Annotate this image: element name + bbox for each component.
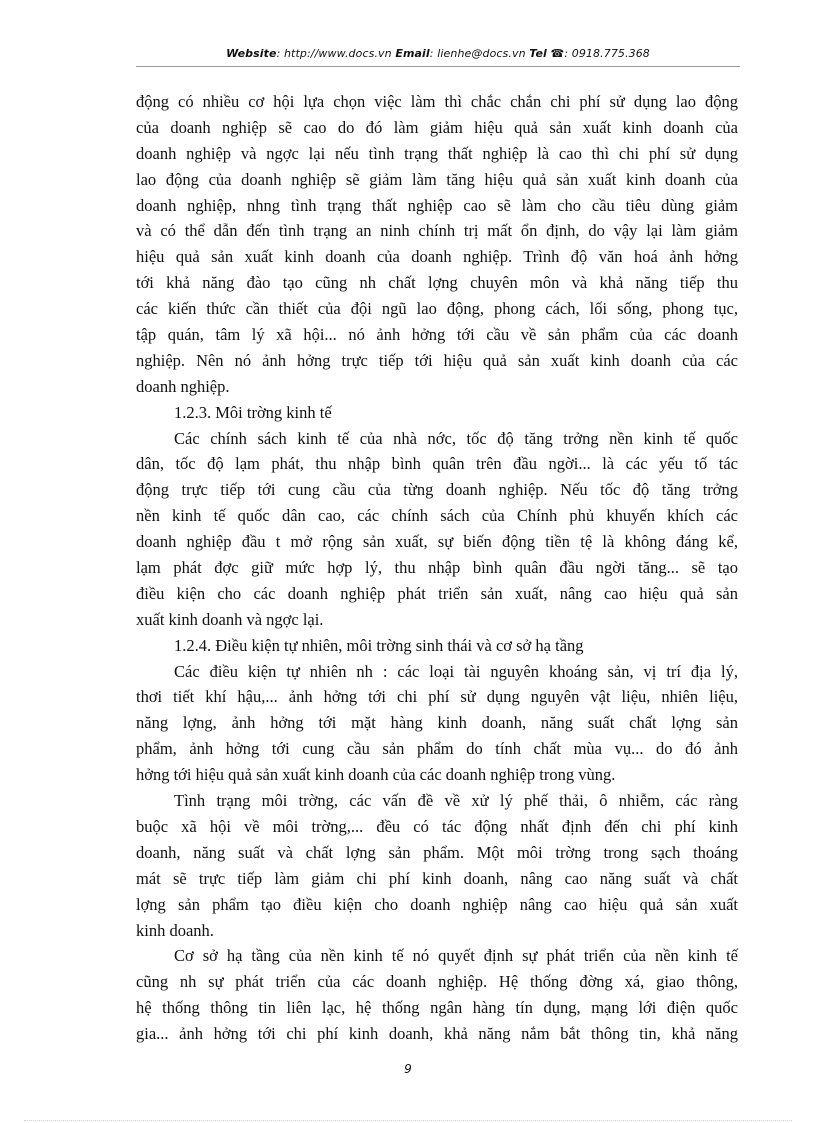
text-line: cũng nh sự phát triển của các doanh nghiệp. Hệ thống đờng xá, giao thông,: [136, 972, 738, 992]
text-line: mát sẽ trực tiếp làm giảm chi phí kinh doanh, nâng cao năng suất và chất: [136, 868, 738, 888]
text-line: doanh, năng suất và chất lợng sản phẩm. Một môi trờng trong sạch thoáng: [136, 842, 738, 862]
email-value: : lienhe@docs.vn: [429, 47, 526, 60]
email-label: Email: [395, 47, 430, 60]
text-line: tập quán, tâm lý xã hội... nó ảnh hởng tới cầu về sản phẩm của các doanh: [136, 325, 738, 345]
text-line: điều kiện cho các doanh nghiệp phát triển sản xuất, nâng cao hiệu quả sản: [136, 583, 738, 603]
text-line: và có thể dẫn đến tình trạng an ninh chính trị mất ổn định, do vậy lại làm giảm: [136, 221, 738, 241]
text-line: Các điều kiện tự nhiên nh : các loại tài nguyên khoáng sản, vị trí địa lý,: [174, 661, 738, 681]
text-line: thơi tiết khí hậu,... ảnh hởng tới chi phí sử dụng nguyên vật liệu, nhiên liệu,: [136, 687, 738, 707]
tel-label: Tel: [529, 47, 547, 60]
text-line: doanh nghiệp, nhng tình trạng thất nghiệp cao sẽ làm cho cầu tiêu dùng giảm: [136, 195, 738, 215]
text-line: năng lợng, ảnh hởng tới mặt hàng kinh doanh, năng suất chất lợng sản: [136, 713, 738, 733]
text-line: lao động của doanh nghiệp sẽ giảm làm tăng hiệu quả sản xuất kinh doanh của: [136, 169, 738, 189]
text-line: hởng tới hiệu quả sản xuất kinh doanh của các doanh nghiệp trong vùng.: [136, 765, 616, 785]
text-line: Các chính sách kinh tế của nhà nớc, tốc độ tăng trởng nền kinh tế quốc: [174, 428, 738, 448]
website-value: : http://www.docs.vn: [276, 47, 392, 60]
text-line: buộc xã hội về môi trờng,... đều có tác động nhất định đến chi phí kinh: [136, 816, 738, 836]
text-line: nghiệp. Nên nó ảnh hởng trực tiếp tới hiệu quả sản xuất kinh doanh của các: [136, 350, 738, 370]
text-line: hệ thống thông tin liên lạc, hệ thống ngân hàng tín dụng, mạng lới điện quốc: [136, 998, 738, 1018]
text-line: gia... ảnh hởng tới chi phí kinh doanh, khả năng nắm bắt thông tin, khả năng: [136, 1024, 738, 1044]
header-rule: [136, 66, 740, 67]
document-body: [136, 89, 738, 1047]
text-line: lợng sản phẩm tạo điều kiện cho doanh nghiệp nâng cao hiệu quả sản xuất: [136, 894, 738, 914]
text-line: lạm phát đợc giữ mức hợp lý, thu nhập bình quân đầu ngời tăng... sẽ tạo: [136, 558, 738, 578]
text-line: 1.2.4. Điều kiện tự nhiên, môi trờng sinh thái và cơ sở hạ tầng: [174, 635, 584, 655]
text-line: Cơ sở hạ tầng của nền kinh tế nó quyết định sự phát triển của nền kinh tế: [174, 946, 738, 966]
text-line: hiệu quả sản xuất kinh doanh của doanh nghiệp. Trình độ văn hoá ảnh hởng: [136, 247, 738, 267]
text-line: xuất kinh doanh và ngợc lại.: [136, 609, 324, 629]
website-label: Website: [226, 47, 277, 60]
text-line: 1.2.3. Môi trờng kinh tế: [174, 402, 332, 422]
text-line: kinh doanh.: [136, 920, 214, 940]
phone-icon: ☎: [550, 47, 565, 60]
text-line: dân, tốc độ lạm phát, thu nhập bình quân trên đầu ngời... là các yếu tố tác: [136, 454, 738, 474]
page-header: [136, 47, 740, 60]
tel-value: : 0918.775.368: [564, 47, 650, 60]
text-line: phẩm, ảnh hởng tới cung cầu sản phẩm do tính chất mùa vụ... do đó ảnh: [136, 739, 738, 759]
text-line: của doanh nghiệp sẽ cao do đó làm giảm hiệu quả sản xuất kinh doanh của: [136, 117, 738, 137]
text-line: tới khả năng đào tạo cũng nh chất lợng chuyên môn và khả năng tiếp thu: [136, 273, 738, 293]
text-line: doanh nghiệp và ngợc lại nếu tình trạng thất nghiệp là cao thì chi phí sử dụng: [136, 143, 738, 163]
text-line: động có nhiều cơ hội lựa chọn việc làm thì chắc chắn chi phí sử dụng lao động: [136, 92, 738, 111]
page-number: 9: [404, 1062, 412, 1076]
text-line: Tình trạng môi trờng, các vấn đề về xử lý phế thải, ô nhiễm, các ràng: [174, 791, 738, 811]
page-bottom-border: [24, 1120, 792, 1121]
text-line: các kiến thức cần thiết của đội ngũ lao động, phong cách, lối sống, phong tục,: [136, 299, 738, 319]
text-line: nền kinh tế quốc dân cao, các chính sách của Chính phủ khuyến khích các: [136, 506, 738, 526]
text-line: doanh nghiệp đầu t mở rộng sản xuất, sự biến động tiền tệ là không đáng kể,: [136, 532, 738, 552]
text-line: doanh nghiệp.: [136, 376, 230, 396]
text-line: động trực tiếp tới cung cầu của từng doanh nghiệp. Nếu tốc độ tăng trởng: [136, 480, 738, 500]
